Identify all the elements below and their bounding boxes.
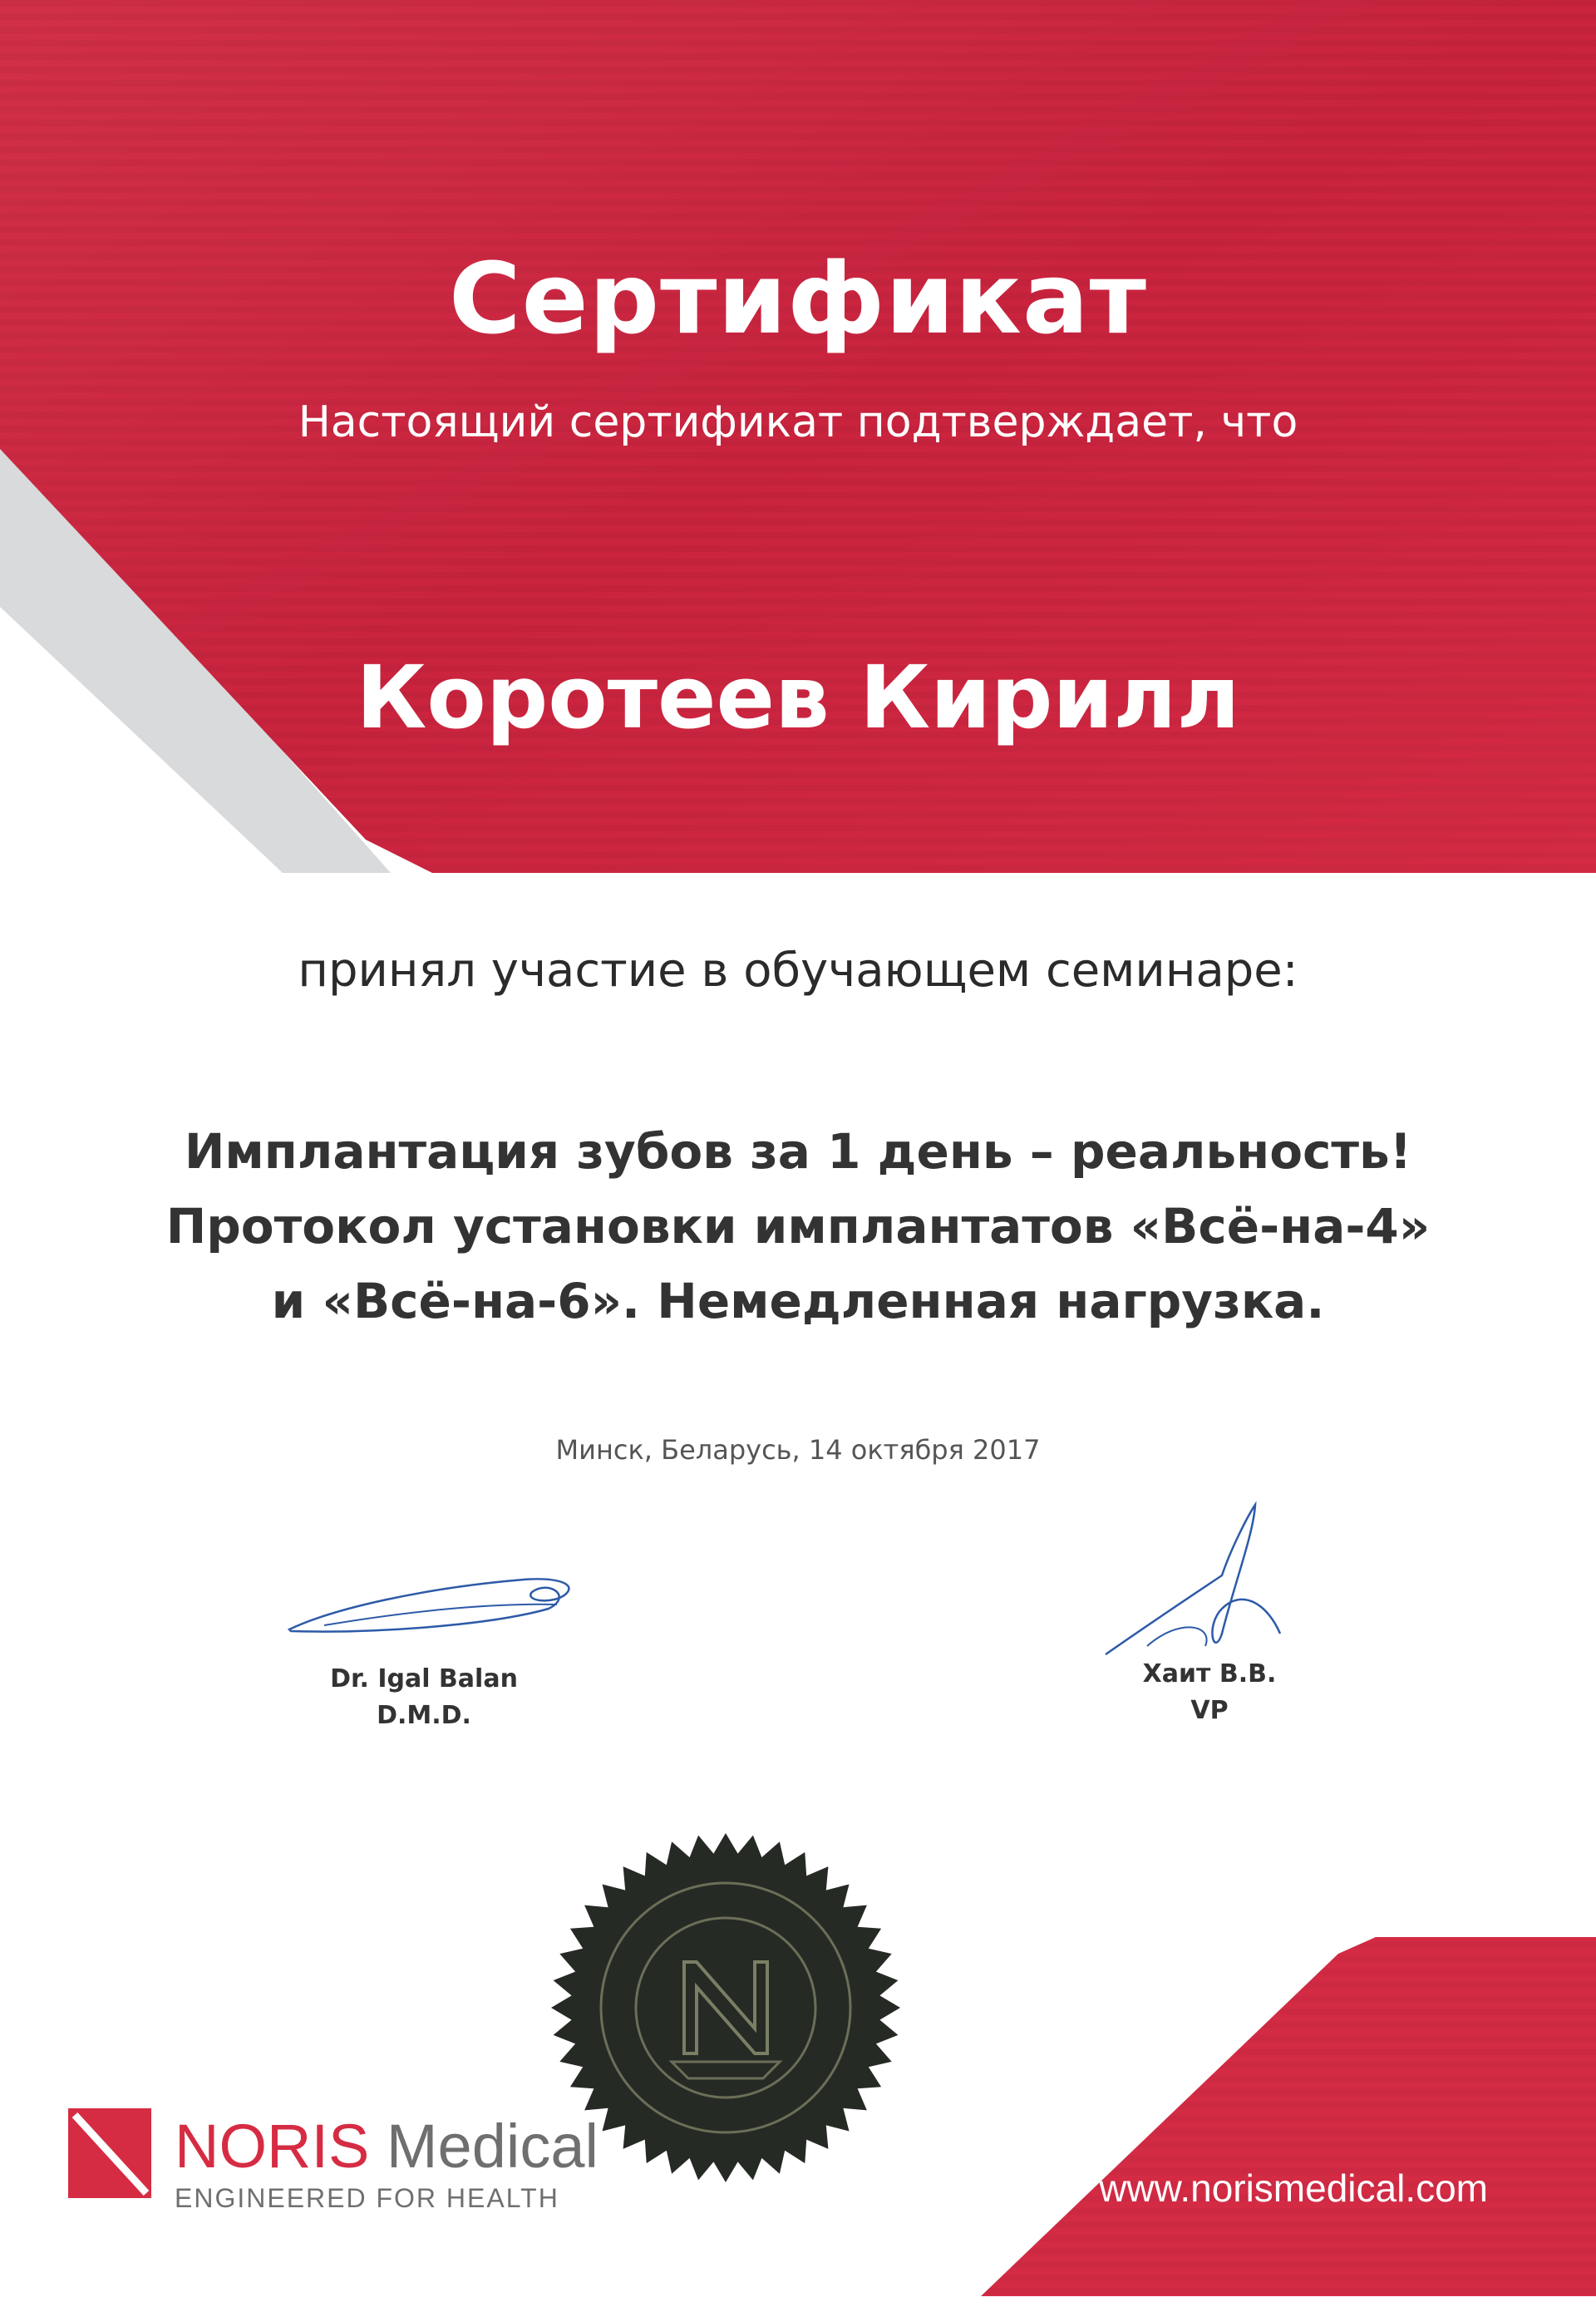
seminar-title-line: Имплантация зубов за 1 день – реальность! bbox=[184, 1123, 1412, 1180]
signatory-name: Хаит В.В. bbox=[1142, 1659, 1277, 1688]
certificate-subtitle: Настоящий сертификат подтверждает, что bbox=[298, 397, 1298, 447]
brand-tagline: ENGINEERED FOR HEALTH bbox=[175, 2183, 559, 2213]
signature-left bbox=[274, 1546, 590, 1646]
signatory-name: Dr. Igal Balan bbox=[330, 1664, 518, 1693]
participation-text: принял участие в обучающем семинаре: bbox=[298, 944, 1298, 998]
signatory-title: VP bbox=[1190, 1696, 1229, 1725]
place-date: Минск, Беларусь, 14 октября 2017 bbox=[555, 1434, 1041, 1466]
noris-logo-text bbox=[175, 2112, 598, 2214]
seminar-title-line: и «Всё-на-6». Немедленная нагрузка. bbox=[271, 1273, 1325, 1329]
brand-name-part1: NORIS bbox=[175, 2112, 370, 2181]
signatory-left bbox=[287, 1661, 561, 1734]
red-footer-corner-texture bbox=[981, 1937, 1596, 2296]
noris-logo-icon bbox=[68, 2108, 151, 2198]
signatory-title: D.M.D. bbox=[377, 1701, 471, 1730]
signature-right bbox=[1097, 1501, 1297, 1667]
seminar-title-line: Протокол установки имплантатов «Всё-на-4» bbox=[165, 1198, 1431, 1255]
signatory-right bbox=[1076, 1656, 1342, 1729]
seminar-title bbox=[0, 1114, 1596, 1338]
brand-name bbox=[175, 2112, 598, 2181]
website-url: www.norismedical.com bbox=[1099, 2167, 1488, 2210]
embossed-seal bbox=[547, 1829, 904, 2186]
certificate-title: Сертификат bbox=[448, 241, 1148, 356]
brand-name-part2: Medical bbox=[369, 2112, 598, 2181]
recipient-name: Коротеев Кирилл bbox=[356, 647, 1240, 748]
